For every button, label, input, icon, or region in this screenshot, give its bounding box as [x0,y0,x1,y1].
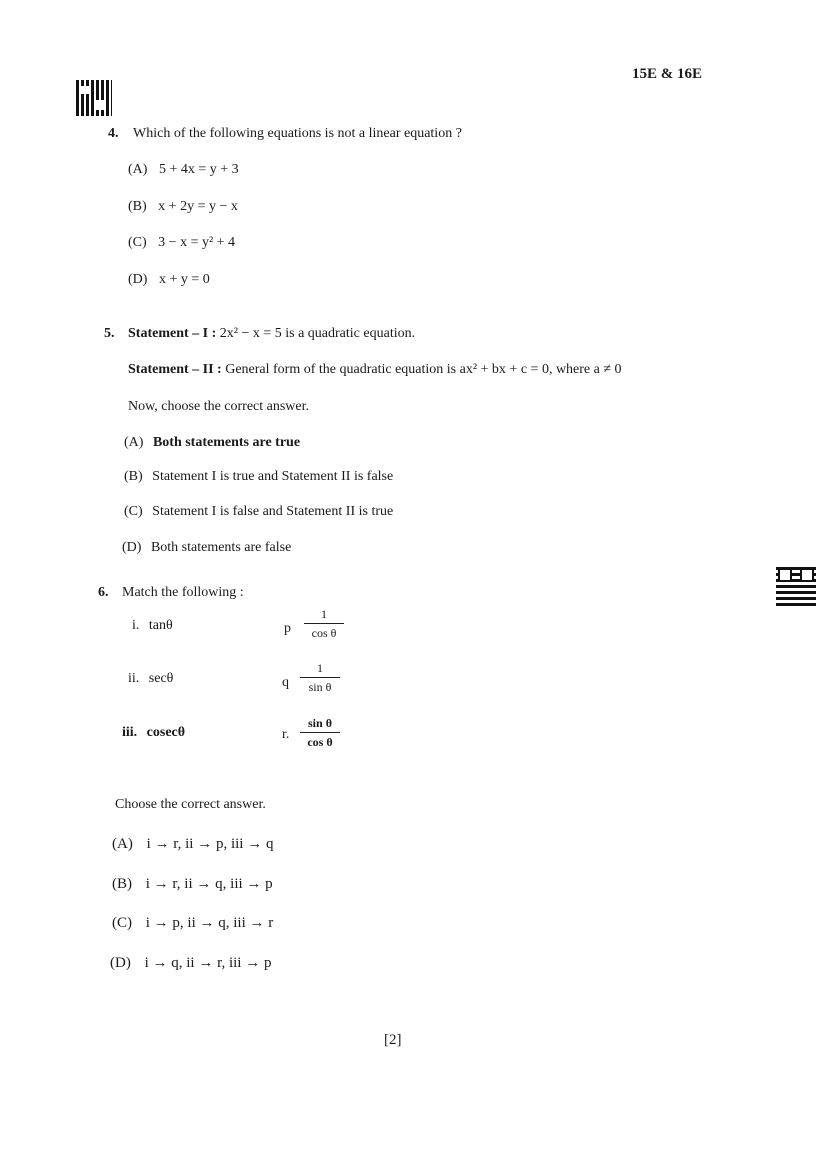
q4-option-a [128,162,239,178]
q6-option-b [112,876,273,893]
option-label: (D) [122,540,142,555]
option-text: x + y = 0 [158,272,210,287]
match-left-item-ii [128,671,173,687]
option-label: (B) [128,199,147,214]
option-text: i → q, ii → r, iii → p [144,955,272,971]
q5-option-a [124,435,300,451]
item-text: secθ [148,671,174,686]
statement-2 [128,362,622,378]
fraction-denominator: cos θ [307,735,333,749]
option-text: Both statements are false [150,540,292,555]
statement-1 [128,326,415,342]
statement-1-label: Statement – I : [128,326,217,341]
option-text: Statement I is true and Statement II is false [152,469,394,484]
statement-2-text: General form of the quadratic equation is ax² + bx + c = 0, where a ≠ 0 [225,362,622,377]
statement-1-text: 2x² − x = 5 is a quadratic equation. [219,326,416,341]
option-text: i → r, ii → q, iii → p [145,876,273,892]
option-text: Statement I is false and Statement II is true [152,504,394,519]
match-right-label-q: q [282,675,289,690]
fraction-numerator: 1 [321,607,327,621]
q6-option-d [110,955,271,972]
option-text: 3 − x = y² + 4 [158,235,236,250]
question-5-number: 5. [104,326,115,341]
option-label: (A) [128,162,148,177]
fraction-numerator: sin θ [308,716,332,730]
item-label: ii. [128,671,140,686]
q6-option-c [112,915,273,932]
match-right-label-p: p [284,621,291,636]
option-text: x + 2y = y − x [158,199,238,214]
match-right-fraction-q [300,662,340,693]
q4-option-c [128,235,235,251]
option-label: (C) [112,915,132,931]
fraction-numerator: 1 [317,661,323,675]
option-text: i → r, ii → p, iii → q [146,836,274,852]
match-right-fraction-r [300,717,340,748]
statement-2-label: Statement – II : [128,362,222,377]
qr-code-icon [776,566,816,606]
q6-option-a [112,836,273,853]
q5-option-d [122,540,291,556]
question-4-text: Which of the following equations is not a linear equation ? [133,126,462,141]
option-text: i → p, ii → q, iii → r [145,915,274,931]
question-6-prompt: Choose the correct answer. [115,797,266,812]
option-text: Both statements are true [152,435,301,450]
option-label: (D) [110,955,131,971]
item-text: tanθ [148,618,173,633]
paper-code: 15E & 16E [632,66,703,82]
barcode-icon [76,80,112,116]
option-label: (D) [128,272,148,287]
option-text: 5 + 4x = y + 3 [158,162,239,177]
option-label: (B) [124,469,143,484]
question-4-number: 4. [108,126,119,141]
item-label: i. [132,618,140,633]
fraction-denominator: sin θ [308,680,332,694]
page-number: [2] [384,1032,402,1048]
match-left-item-iii [122,725,185,741]
q5-option-b [124,469,393,485]
match-right-label-r: r. [282,727,290,742]
question-6-text: Match the following : [122,585,244,600]
question-6-number: 6. [98,585,109,600]
match-left-item-i [132,618,173,634]
option-label: (B) [112,876,132,892]
option-label: (C) [128,235,147,250]
item-text: cosecθ [146,725,186,740]
match-right-fraction-p [304,608,344,639]
question-5-prompt: Now, choose the correct answer. [128,399,310,414]
q4-option-d [128,272,210,288]
q4-option-b [128,199,238,215]
option-label: (C) [124,504,143,519]
option-label: (A) [112,836,133,852]
item-label: iii. [122,725,138,740]
fraction-denominator: cos θ [311,626,337,640]
option-label: (A) [124,435,144,450]
q5-option-c [124,504,393,520]
